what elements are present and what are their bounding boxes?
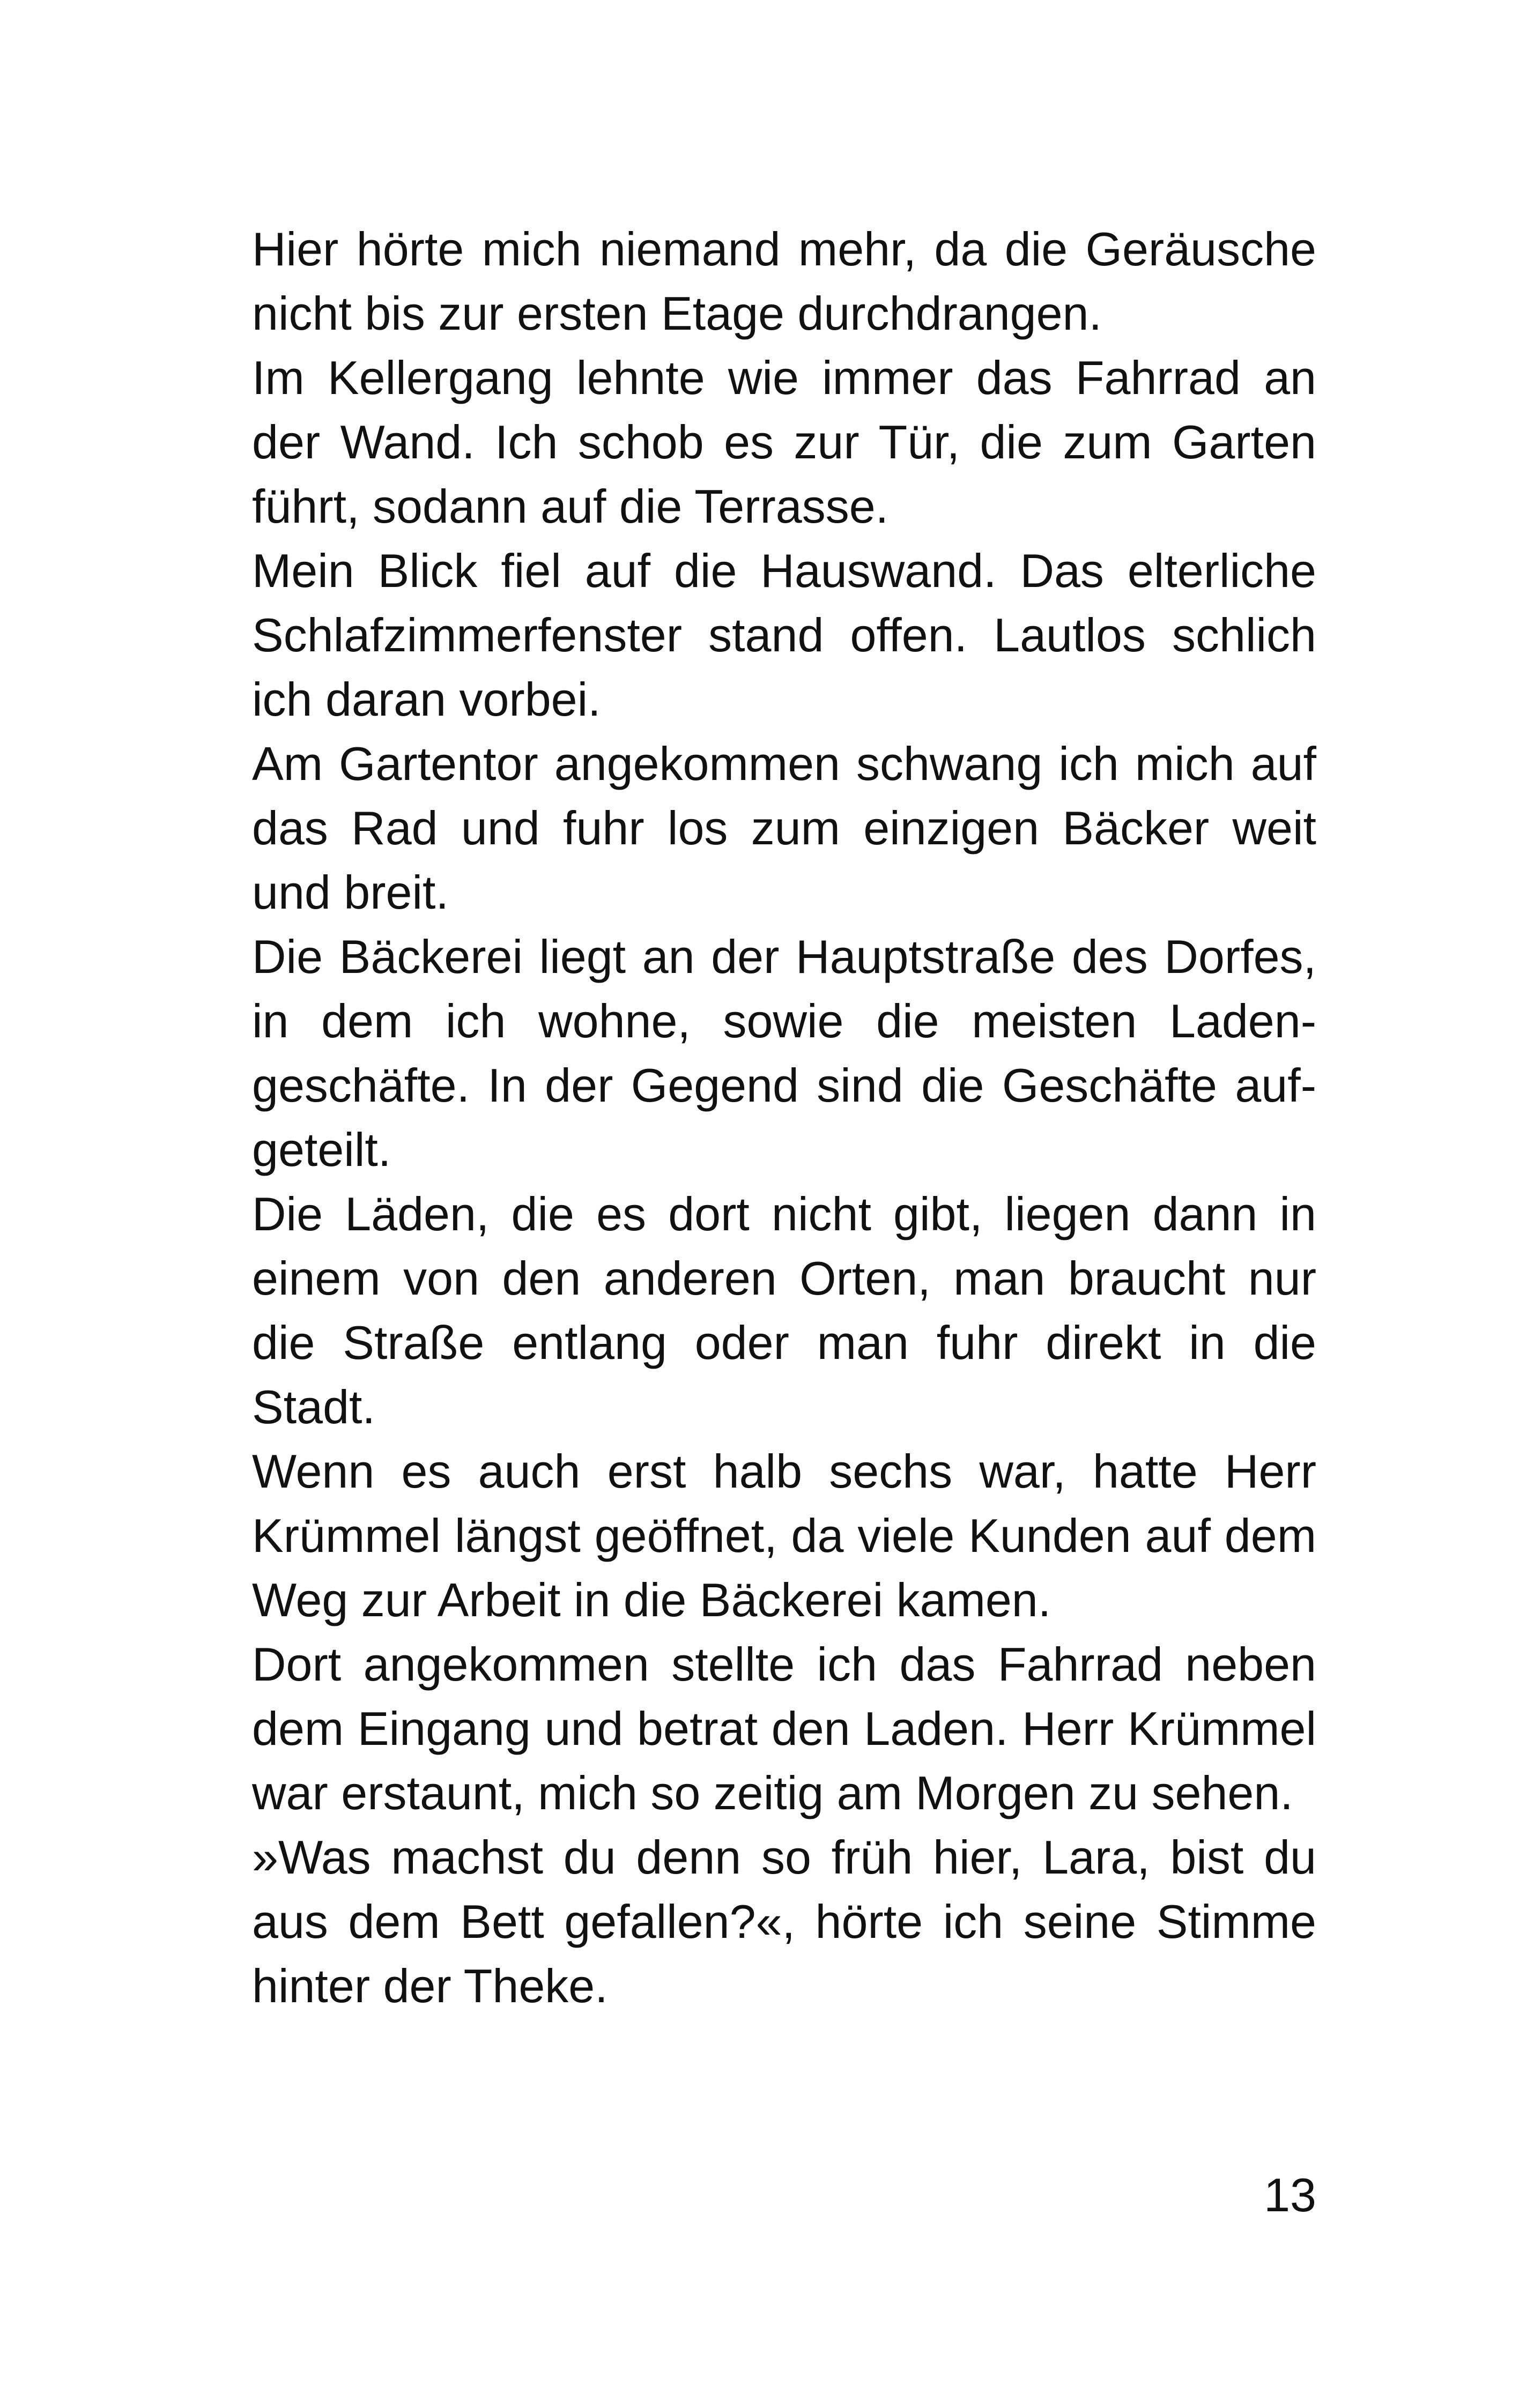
paragraph: Hier hörte mich niemand mehr, da die Geräusche nicht bis zur ersten Etage durchdrangen. <box>252 222 1316 340</box>
paragraph: Im Kellergang lehnte wie immer das Fahrrad an der Wand. Ich schob es zur Tür, die zum Garten führt, sodann auf die Terrasse. <box>252 351 1316 533</box>
paragraph: Die Bäckerei liegt an der Hauptstraße des Dorfes, in dem ich wohne, sowie die meisten Ladengeschäfte. In der Gegend sind die Geschäfte aufgeteilt. <box>252 930 1316 1176</box>
paragraph: Dort angekommen stellte ich das Fahrrad neben dem Eingang und betrat den Laden. Herr Krümmel war erstaunt, mich so zeitig am Morgen zu sehen. <box>252 1638 1316 1819</box>
paragraph: Die Läden, die es dort nicht gibt, liegen dann in einem von den anderen Orten, man braucht nur die Straße entlang oder man fuhr direkt in die Stadt. <box>252 1187 1316 1433</box>
paragraph: Am Gartentor angekommen schwang ich mich auf das Rad und fuhr los zum einzigen Bäcker weit und breit. <box>252 737 1316 919</box>
page-number: 13 <box>1264 2168 1316 2221</box>
paragraph: Mein Blick fiel auf die Hauswand. Das elterliche Schlafzimmerfenster stand offen. Lautlos schlich ich daran vorbei. <box>252 544 1316 726</box>
body-text <box>252 217 1316 2018</box>
paragraph: »Was machst du denn so früh hier, Lara, bist du aus dem Bett gefallen?«, hörte ich seine Stimme hinter der Theke. <box>252 1831 1316 2012</box>
paragraph: Wenn es auch erst halb sechs war, hatte Herr Krümmel längst geöffnet, da viele Kunden auf dem Weg zur Arbeit in die Bäckerei kamen. <box>252 1445 1316 1626</box>
